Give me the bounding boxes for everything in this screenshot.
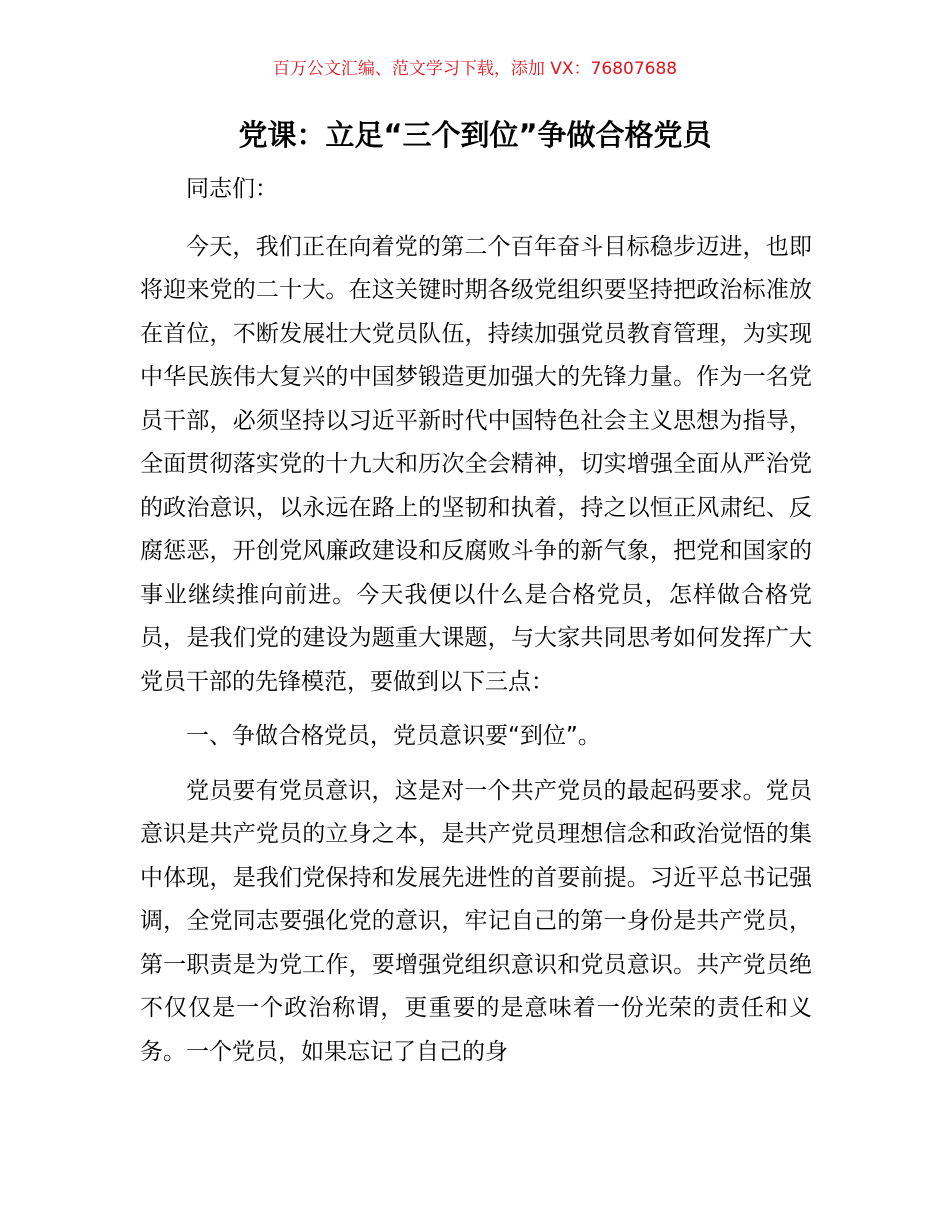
section-heading-1: 一、争做合格党员，党员意识要“到位”。 xyxy=(186,723,601,749)
salutation: 同志们： xyxy=(186,176,278,202)
page-title: 党课：立足“三个到位”争做合格党员 xyxy=(238,118,712,152)
header-banner: 百万公文汇编、范文学习下载，添加 VX：76807688 xyxy=(272,59,678,79)
document-body xyxy=(140,168,812,1074)
paragraph-party-awareness: 党员要有党员意识，这是对一个共产党员的最起码要求。党员意识是共产党员的立身之本，是共产党员理想信念和政治觉悟的集中体现，是我们党保持和发展先进性的首要前提。习近平总书记强调，全党同志要强化党的意识，牢记自己的第一身份是共产党员，第一职责是为党工作，要增强党组织意识和党员意识。共产党员绝不仅仅是一个政治称谓，更重要的是意味着一份光荣的责任和义务。一个党员，如果忘记了自己的身 xyxy=(140,777,812,1065)
paragraph-intro: 今天，我们正在向着党的第二个百年奋斗目标稳步迈进，也即将迎来党的二十大。在这关键时期各级党组织要坚持把政治标准放在首位，不断发展壮大党员队伍，持续加强党员教育管理，为实现中华民族伟大复兴的中国梦锻造更加强大的先锋力量。作为一名党员干部，必须坚持以习近平新时代中国特色社会主义思想为指导，全面贯彻落实党的十九大和历次全会精神，切实增强全面从严治党的政治意识，以永远在路上的坚韧和执着，持之以恒正风肃纪、反腐惩恶，开创党风廉政建设和反腐败斗争的新气象，把党和国家的事业继续推向前进。今天我便以什么是合格党员，怎样做合格党员，是我们党的建设为题重大课题，与大家共同思考如何发挥广大党员干部的先锋模范，要做到以下三点： xyxy=(140,233,812,695)
